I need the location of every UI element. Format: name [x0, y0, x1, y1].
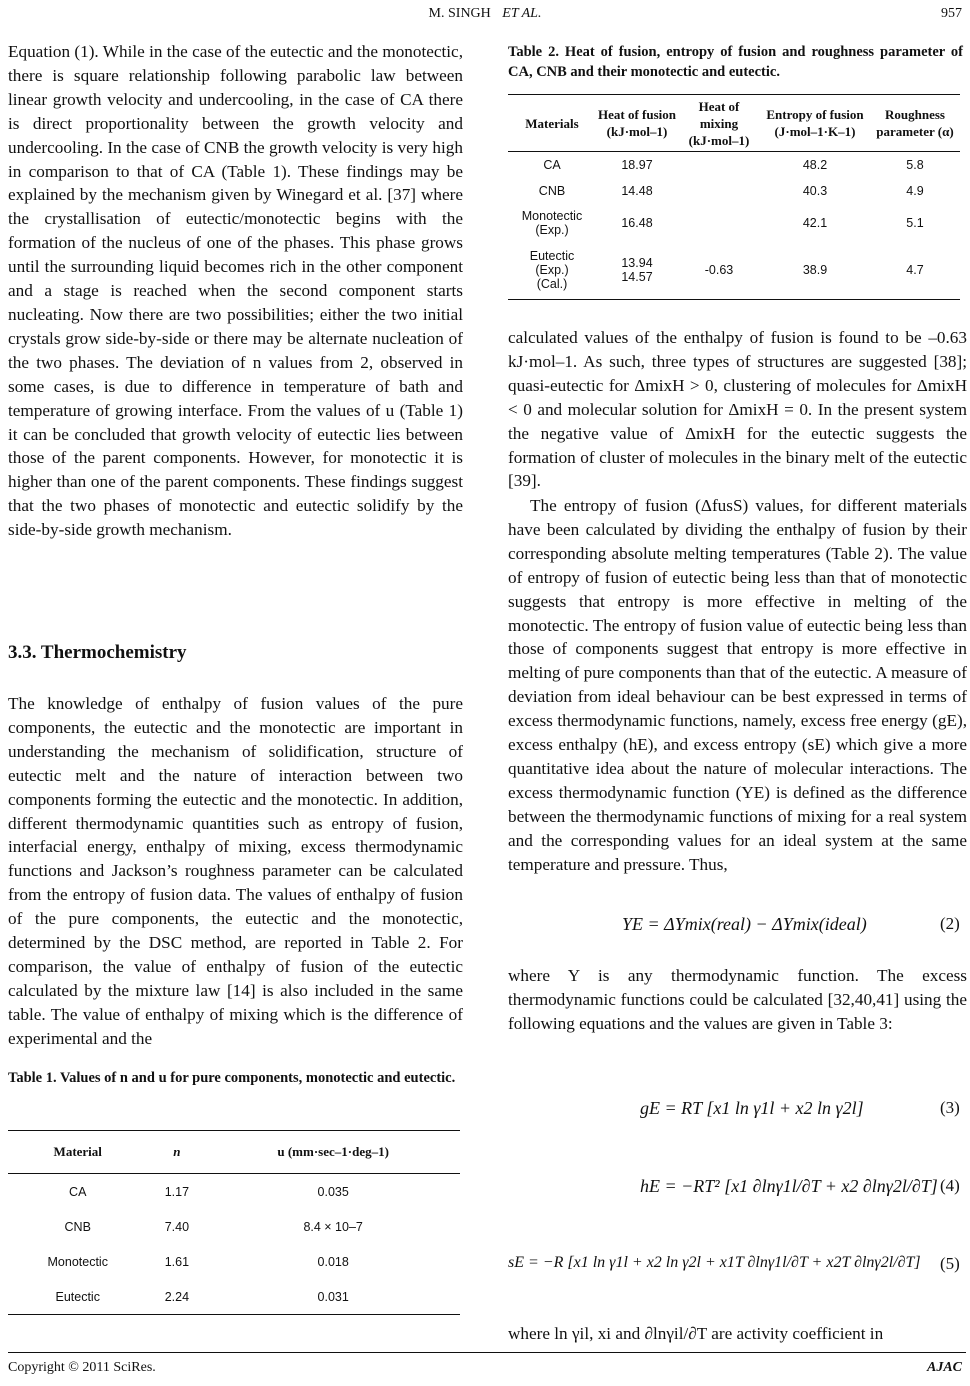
table-cell: 0.031 — [317, 1289, 349, 1304]
table-cell: 40.3 — [802, 183, 828, 198]
table2-header-roughness: Roughness parameter (α) — [876, 107, 954, 139]
table-cell: 18.97 — [621, 157, 653, 172]
table-cell — [678, 178, 760, 204]
right-paragraph-3: where Y is any thermodynamic function. The excess thermodynamic functions could be calculated [32,40,41] using the following equations and the values are given in Table 3: — [508, 966, 967, 1033]
equation-2: YE = ΔYmix(real) − ΔYmix(ideal) — [622, 914, 867, 934]
table-cell: 4.9 — [906, 183, 924, 198]
right-paragraph-4: where ln γil, xi and ∂lnγil/∂T are activity coefficient in — [508, 1324, 884, 1343]
table2-header-entropy: Entropy of fusion (J·mol–1·K–1) — [766, 107, 864, 139]
table-1 — [8, 1130, 460, 1315]
page-number: 957 — [941, 6, 962, 21]
footer-copyright: Copyright © 2011 SciRes. — [8, 1360, 156, 1375]
table-cell: 14.48 — [621, 183, 653, 198]
table2-caption: Table 2. Heat of fusion, entropy of fusion and roughness parameter of CA, CNB and their monotectic and eutectic. — [508, 44, 963, 80]
table-cell: Monotectic (Exp.) — [521, 208, 583, 237]
table-cell: CA — [543, 157, 561, 172]
left-paragraph-2: The knowledge of enthalpy of fusion values of the pure components, the eutectic and the monotectic are important in understanding the mechanism of solidification, structure of eutectic melt and the nature of interaction between two components forming the eutectic and the monotectic. In addition, different thermodynamic quantities such as entropy of fusion, interfacial energy, enthalpy of mixing, excess thermodynamic functions and Jackson’s roughness parameter can be calculated from the entropy of fusion data. The values of enthalpy of fusion of the pure components, the eutectic and the monotectic, determined by the DSC method, are reported in Table 2. For comparison, the value of enthalpy of fusion of the eutectic calculated by the mixture law [14] is also included in the same table. The value of enthalpy of mixing which is the difference of experimental and the — [8, 694, 463, 1048]
right-paragraph-2: The entropy of fusion (ΔfusS) values, for different materials have been calculated by dividing the enthalpy of fusion by their corresponding absolute melting temperatures (Table 2). The value of entropy of fusion of eutectic being less than that of monotectic suggests that entropy is more effective in melting of the monotectic. The entropy of fusion value of eutectic being less than those of components suggest that entropy is more effective in melting of pure components than that of the eutectic. A measure of deviation from ideal behaviour can be best expressed in terms of excess thermodynamic functions, namely, excess free energy (gE), excess enthalpy (hE), and excess entropy (sE) which give a more quantitative idea about the nature of molecular interactions. The excess thermodynamic function (YE) is defined as the difference between the thermodynamic functions of mixing for a real system and the corresponding values for an ideal system at the same temperature and pressure. Thus, — [508, 496, 967, 874]
header-etal: ET AL. — [502, 6, 542, 21]
table-cell: 1.17 — [164, 1184, 190, 1199]
table-cell: 2.24 — [164, 1289, 190, 1304]
table-cell: 7.40 — [164, 1219, 190, 1234]
table-cell: Monotectic — [47, 1254, 108, 1269]
table-cell: 5.1 — [906, 215, 924, 230]
table-row — [8, 1174, 460, 1210]
table-2 — [508, 94, 960, 300]
table-cell: Eutectic — [55, 1289, 100, 1304]
footer-journal: AJAC — [926, 1360, 962, 1375]
table-cell: 8.4 × 10–7 — [303, 1219, 363, 1234]
equation-3-number: (3) — [940, 1098, 960, 1117]
table2-header-heat-mixing: Heat of mixing (kJ·mol–1) — [688, 98, 750, 148]
table-cell: 5.8 — [906, 157, 924, 172]
equation-3: gE = RT [x1 ln γ1l + x2 ln γ2l] — [640, 1098, 864, 1118]
table-cell: 1.61 — [164, 1254, 190, 1269]
table-cell: 0.018 — [317, 1254, 349, 1269]
left-paragraph-1: Equation (1). While in the case of the eutectic and the monotectic, there is square relationship following parabolic law between linear growth velocity and undercooling, in the case of CA there is direct proportionality between the growth velocity and undercooling. In the case of CNB the growth velocity is very high in comparison to that of CA (Table 1). These findings may be explained by the mechanism given by Winegard et al. [37] where the crystallisation of eutectic/monotectic begins with the formation of the nucleus of one of the phases. This phase grows until the surrounding liquid becomes rich in the other component and a stage is reached when the second component starts nucleating. Now there are two possibilities; either the two initial crystals grow side-by-side or there may be alternate nucleation of the two phases. The deviation of n values from 2, observed in some cases, is due to difference in temperature of bath and temperature of growing interface. From the values of u (Table 1) it can be concluded that growth velocity of eutectic lies between those of the parent components. However, for monotectic it is higher than one of the parent components. These findings suggest that the two phases of monotectic and eutectic solidify by the side-by-side growth mechanism. — [8, 42, 463, 540]
running-header — [0, 6, 970, 22]
table-row — [508, 242, 960, 300]
equation-2-number: (2) — [940, 914, 960, 933]
table-cell: Eutectic (Exp.) (Cal.) — [529, 249, 575, 292]
table-cell: 0.035 — [317, 1184, 349, 1199]
table-row — [508, 152, 960, 178]
right-paragraph-1: calculated values of the enthalpy of fusion is found to be –0.63 kJ·mol–1. As such, three types of structures are suggested [38]; quasi-eutectic for ΔmixH > 0, clustering of molecules for ΔmixH < 0 and molecular solution for ΔmixH = 0. In the present system the negative value of ΔmixH for the eutectic suggests the formation of cluster of molecules in the binary melt of the eutectic [39]. — [508, 328, 967, 491]
table-cell: 48.2 — [802, 157, 828, 172]
table-row — [8, 1279, 460, 1315]
table-row — [8, 1209, 460, 1244]
table-cell: 42.1 — [802, 215, 828, 230]
table1-header-u: u (mm·sec–1·deg–1) — [277, 1144, 389, 1159]
table1-header-material: Material — [53, 1144, 102, 1159]
table1-caption: Table 1. Values of n and u for pure components, monotectic and eutectic. — [8, 1070, 456, 1086]
table2-header-heat-fusion: Heat of fusion (kJ·mol–1) — [598, 107, 676, 139]
table-cell — [678, 204, 760, 242]
table-cell: 13.94 14.57 — [621, 256, 653, 285]
table-cell: 16.48 — [621, 215, 653, 230]
table-cell: CNB — [538, 183, 566, 198]
section-heading: 3.3. Thermochemistry — [8, 642, 187, 663]
equation-5-number: (5) — [940, 1254, 960, 1273]
footer-rule — [8, 1352, 966, 1353]
table-cell: CNB — [64, 1219, 91, 1234]
table-cell: -0.63 — [704, 263, 734, 278]
table-cell: CA — [69, 1184, 87, 1199]
table-cell: 38.9 — [802, 263, 828, 278]
table-row — [508, 178, 960, 204]
table-row — [508, 204, 960, 242]
table2-header-materials: Materials — [525, 115, 579, 131]
header-authors: M. SINGH — [428, 6, 491, 21]
table1-header-n: n — [173, 1144, 181, 1159]
equation-4-number: (4) — [940, 1176, 960, 1195]
table-cell: 4.7 — [906, 263, 924, 278]
table-cell — [678, 152, 760, 178]
equation-4: hE = −RT² [x1 ∂lnγ1l/∂T + x2 ∂lnγ2l/∂T] — [640, 1176, 938, 1196]
table-row — [8, 1244, 460, 1279]
equation-5: sE = −R [x1 ln γ1l + x2 ln γ2l + x1T ∂lnγ1l/∂T + x2T ∂lnγ2l/∂T] — [508, 1254, 921, 1271]
